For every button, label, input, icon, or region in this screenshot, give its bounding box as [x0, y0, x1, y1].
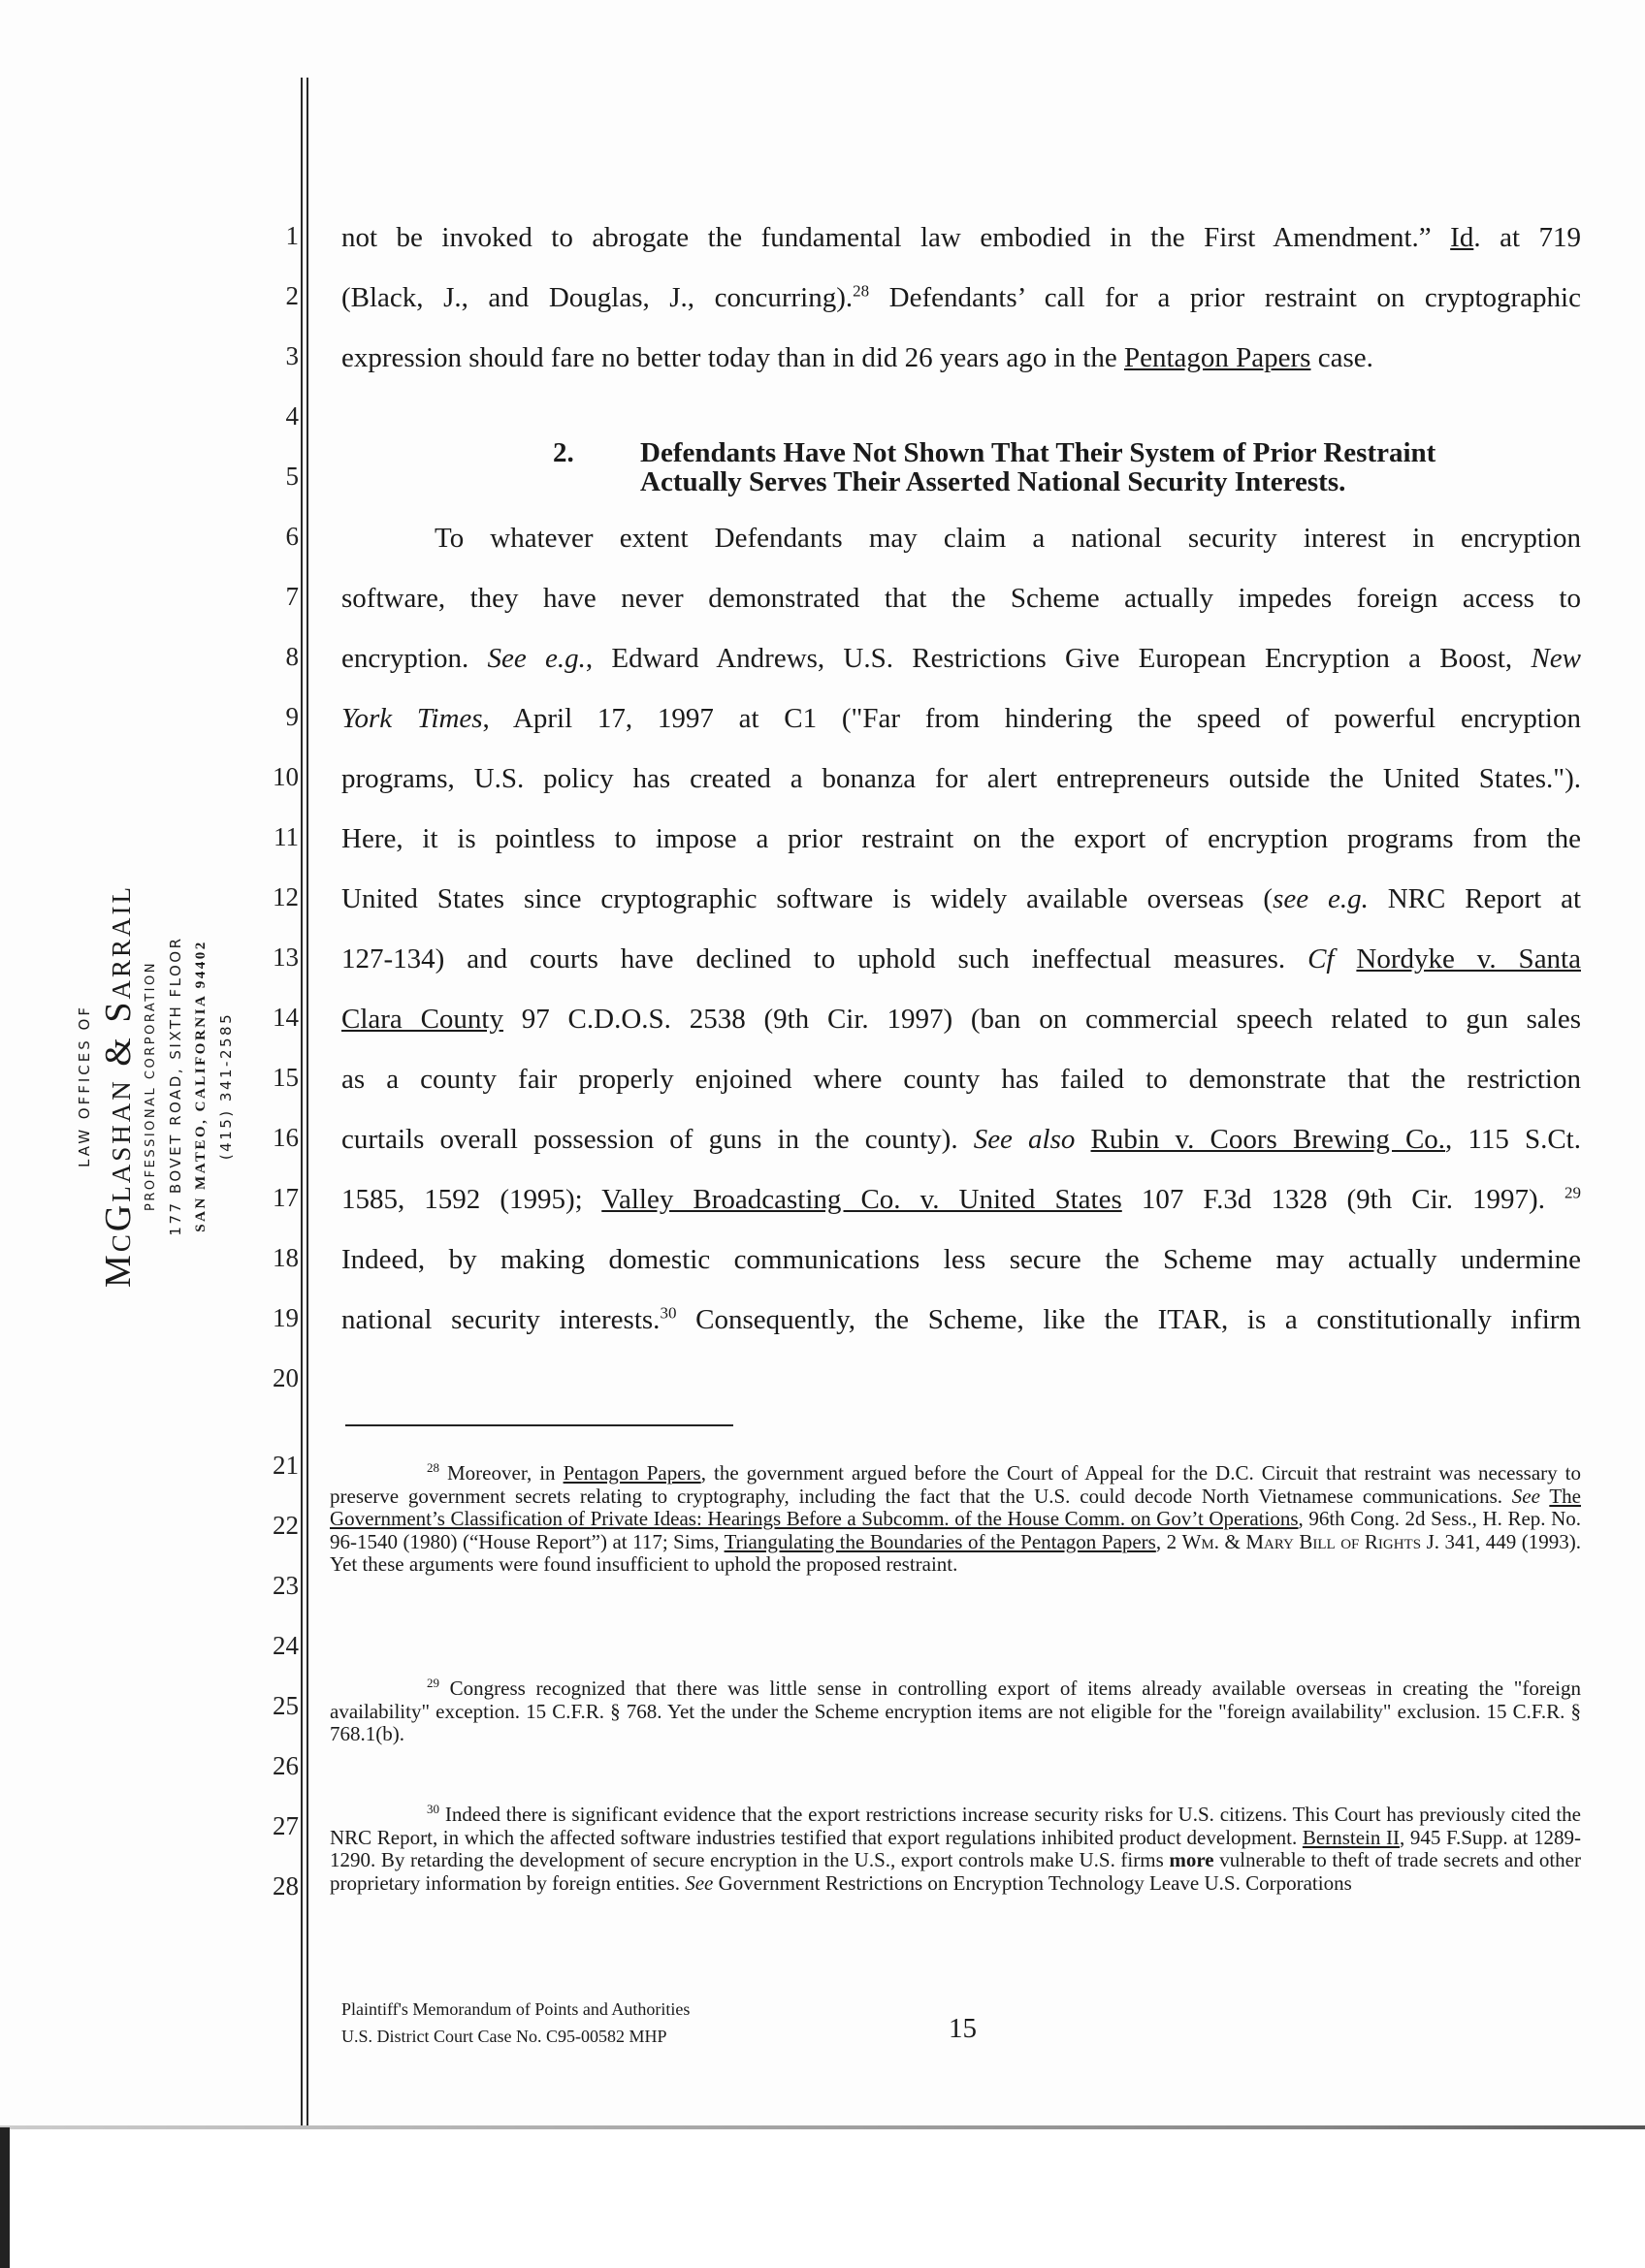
line-number: 12	[273, 882, 299, 911]
line-number: 16	[273, 1123, 299, 1152]
body-line-10: programs, U.S. policy has created a bonanza for alert entrepreneurs outside the United States.").	[341, 763, 1581, 794]
line-number: 15	[273, 1063, 299, 1092]
body-line-9: York Times, April 17, 1997 at C1 ("Far from hindering the speed of powerful encryption	[341, 703, 1581, 734]
body-line-15: as a county fair properly enjoined where county has failed to demonstrate that the restriction	[341, 1064, 1581, 1095]
footnote-ref-29[interactable]: 29	[1564, 1183, 1581, 1202]
body-line-3: expression should fare no better today than in did 26 years ago in the Pentagon Papers case.	[341, 342, 1373, 373]
case-citation: Nordyke v. Santa	[1356, 943, 1581, 974]
line-number: 13	[273, 942, 299, 972]
line-number: 26	[273, 1751, 299, 1780]
body-line-1: not be invoked to abrogate the fundamental law embodied in the First Amendment.” Id. at 719	[341, 222, 1581, 253]
line-number: 2	[285, 281, 299, 310]
body-line-14: Clara County 97 C.D.O.S. 2538 (9th Cir. 1997) (ban on commercial speech related to gun sales	[341, 1004, 1581, 1035]
firm-corporation: PROFESSIONAL CORPORATION	[144, 961, 158, 1211]
law-offices-label: LAW OFFICES OF	[76, 1005, 93, 1167]
body-line-18: Indeed, by making domestic communications less secure the Scheme may actually undermine	[341, 1244, 1581, 1275]
body-line-6: To whatever extent Defendants may claim a national security interest in encryption	[435, 523, 1581, 554]
line-number: 9	[285, 702, 299, 731]
line-number: 5	[285, 462, 299, 491]
line-number: 19	[273, 1303, 299, 1332]
firm-phone: (415) 341-2585	[217, 1011, 235, 1161]
scan-border	[0, 2127, 10, 2268]
section-title-line-1: Defendants Have Not Shown That Their System of Prior Restraint	[640, 437, 1436, 468]
citation-id: Id	[1450, 222, 1474, 253]
line-number: 18	[273, 1243, 299, 1272]
section-number: 2.	[553, 437, 574, 468]
footnote-28: $^{28}$ Moreover, in Pentagon Papers, the government argued before the Court of Appeal for the D.C. Circuit that restraint was necessary to preserve government secrets relating to cryptography, including the fact that the U.S. could decode North Vietnamese communications. See The Government’s Classification of Private Ideas: Hearings Before a Subcomm. of the House Comm. on Gov’t Operations, 96th Cong. 2d Sess., H. Rep. No. 96-1540 (1980) (“House Report”) at 117; Sims, Triangulating the Boundaries of the Pentagon Papers, 2 Wm. & Mary Bill of Rights J. 341, 449 (1993). Yet these arguments were found insufficient to uphold the proposed restraint.	[330, 1460, 1582, 1576]
case-number: U.S. District Court Case No. C95-00582 MHP	[341, 2027, 667, 2046]
line-number: 17	[273, 1183, 299, 1212]
line-number: 4	[285, 401, 299, 431]
line-number: 22	[273, 1511, 299, 1540]
margin-rule	[301, 78, 303, 2125]
section-title-line-2: Actually Serves Their Asserted National Security Interests.	[640, 466, 1346, 497]
line-number: 1	[285, 221, 299, 250]
page-footer	[341, 1996, 690, 2050]
firm-address: 177 BOVET ROAD, SIXTH FLOOR	[167, 936, 184, 1236]
page-edge-shadow	[0, 2125, 1645, 2129]
footnote-30: $^{30}$ Indeed there is significant evidence that the export restrictions increase security risks for U.S. citizens. This Court has previously cited the NRC Report, in which the affected software industries testified that export regulations inhibited product development. Bernstein II, 945 F.Supp. at 1289-1290. By retarding the development of secure encryption in the U.S., export controls make U.S. firms more vulnerable to theft of trade secrets and other proprietary information by foreign entities. See Government Restrictions on Encryption Technology Leave U.S. Corporations	[330, 1802, 1581, 1895]
line-number: 11	[274, 822, 299, 851]
footnote-29: $^{29}$ Congress recognized that there was little sense in controlling export of items already available overseas in creating the "foreign availability" exception. 15 C.F.R. § 768. Yet the under the Scheme encryption items are not eligible for the "foreign availability" exclusion. 15 C.F.R. § 768.1(b).	[330, 1676, 1581, 1745]
footnote-separator	[345, 1424, 733, 1426]
line-number: 8	[285, 642, 299, 671]
line-number: 27	[273, 1811, 299, 1840]
body-line-11: Here, it is pointless to impose a prior restraint on the export of encryption programs from the	[341, 823, 1581, 854]
line-number: 24	[273, 1631, 299, 1660]
line-number: 10	[273, 762, 299, 791]
line-number: 14	[273, 1003, 299, 1032]
footnote-ref-30[interactable]: 30	[660, 1303, 677, 1323]
body-line-7: software, they have never demonstrated that the Scheme actually impedes foreign access to	[341, 583, 1581, 614]
margin-rule	[306, 78, 308, 2125]
case-citation: Valley Broadcasting Co. v. United States	[601, 1184, 1122, 1215]
line-number: 23	[273, 1571, 299, 1600]
body-line-19: national security interests.$^{30}$ Consequently, the Scheme, like the ITAR, is a constitutionally infirm	[341, 1303, 1581, 1335]
case-citation: Rubin v. Coors Brewing Co.	[1090, 1124, 1446, 1155]
body-line-17: 1585, 1592 (1995); Valley Broadcasting Co. v. United States 107 F.3d 1328 (9th Cir. 1997). $^{29}$	[341, 1183, 1581, 1215]
line-number: 28	[273, 1871, 299, 1901]
footnote-ref-28[interactable]: 28	[853, 281, 870, 301]
page-number: 15	[949, 2013, 977, 2044]
firm-name: McGlashan & Sarrail	[98, 884, 139, 1288]
body-line-16: curtails overall possession of guns in the county). See also Rubin v. Coors Brewing Co., 115 S.Ct.	[341, 1124, 1581, 1155]
firm-city: SAN MATEO, CALIFORNIA 94402	[193, 940, 209, 1232]
line-number: 25	[273, 1691, 299, 1720]
line-number: 21	[273, 1451, 299, 1480]
line-number: 7	[285, 582, 299, 611]
body-line-12: United States since cryptographic software is widely available overseas (see e.g. NRC Report at	[341, 883, 1581, 914]
case-citation: Pentagon Papers	[1123, 342, 1311, 373]
case-citation: Clara County	[341, 1004, 503, 1035]
line-number: 3	[285, 341, 299, 370]
body-line-8: encryption. See e.g., Edward Andrews, U.S. Restrictions Give European Encryption a Boost, New	[341, 643, 1581, 674]
document-title: Plaintiff's Memorandum of Points and Authorities	[341, 1999, 691, 2019]
line-number: 6	[285, 522, 299, 551]
body-line-13: 127-134) and courts have declined to uphold such ineffectual measures. Cf Nordyke v. Santa	[341, 943, 1581, 974]
line-number: 20	[273, 1363, 299, 1392]
letterhead	[58, 853, 252, 1319]
body-line-2: (Black, J., and Douglas, J., concurring).$^{28}$ Defendants’ call for a prior restraint on cryptographic	[341, 281, 1581, 313]
